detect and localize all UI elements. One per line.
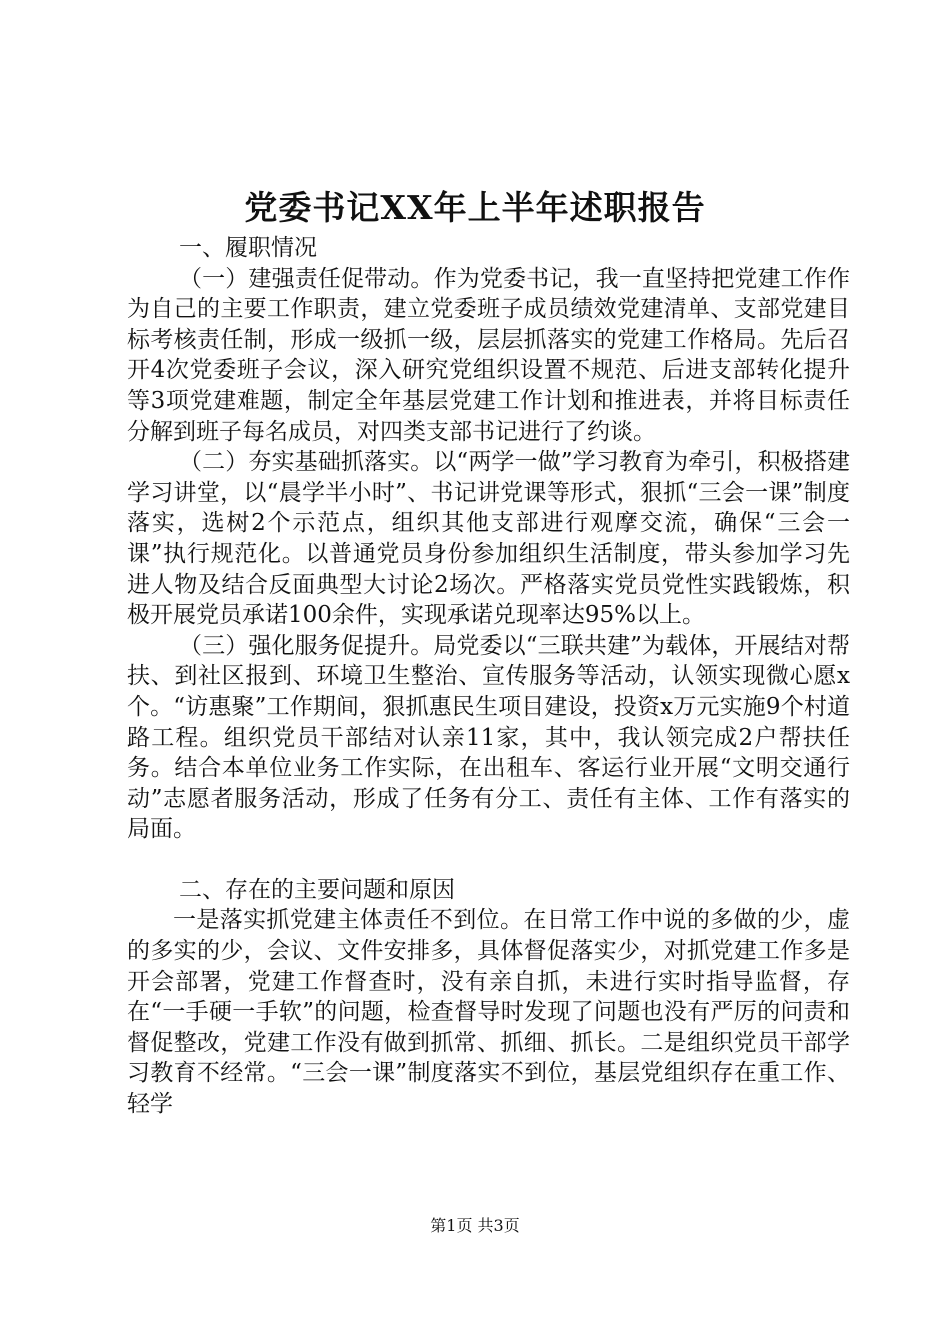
page-footer: 第1页 共3页 <box>430 1216 520 1235</box>
paragraph-service: （三）强化服务促提升。局党委以“三联共建”为载体，开展结对帮扶、到社区报到、环境卫生整治、宣传服务等活动，认领实现微心愿x个。“访惠聚”工作期间，狠抓惠民生项目建设，投资x万元实施9个村道路工程。组织党员干部结对认亲11家，其中，我认领完成2户帮扶任务。结合本单位业务工作实际，在出租车、客运行业开展“文明交通行动”志愿者服务活动，形成了任务有分工、责任有主体、工作有落实的局面。 <box>127 632 850 843</box>
document-body <box>127 233 850 1120</box>
paragraph-problems: 一是落实抓党建主体责任不到位。在日常工作中说的多做的少，虚的多实的少，会议、文件安排多，具体督促落实少，对抓党建工作多是开会部署，党建工作督查时，没有亲自抓，未进行实时指导监督，存在“一手硬一手软”的问题，检查督导时发现了问题也没有严厉的问责和督促整改，党建工作没有做到抓常、抓细、抓长。二是组织党员干部学习教育不经常。“三会一课”制度落实不到位，基层党组织存在重工作、轻学 <box>127 907 850 1118</box>
section-heading-duties: 一、履职情况 <box>179 235 317 261</box>
section-spacer <box>127 845 850 875</box>
paragraph-foundation: （二）夯实基础抓落实。以“两学一做”学习教育为牵引，积极搭建学习讲堂，以“晨学半小时”、书记讲党课等形式，狠抓“三会一课”制度落实，选树2个示范点，组织其他支部进行观摩交流，确保“三会一课”执行规范化。以普通党员身份参加组织生活制度，带头参加学习先进人物及结合反面典型大讨论2场次。严格落实党员党性实践锻炼，积极开展党员承诺100余件，实现承诺兑现率达95%以上。 <box>127 449 850 629</box>
document-title: 党委书记XX年上半年述职报告 <box>244 188 706 227</box>
paragraph-responsibility: （一）建强责任促带动。作为党委书记，我一直坚持把党建工作作为自己的主要工作职责，建立党委班子成员绩效党建清单、支部党建目标考核责任制，形成一级抓一级，层层抓落实的党建工作格局。先后召开4次党委班子会议，深入研究党组织设置不规范、后进支部转化提升等3项党建难题，制定全年基层党建工作计划和推进表，并将目标责任分解到班子每名成员，对四类支部书记进行了约谈。 <box>127 265 850 445</box>
section-heading-problems: 二、存在的主要问题和原因 <box>179 876 455 903</box>
